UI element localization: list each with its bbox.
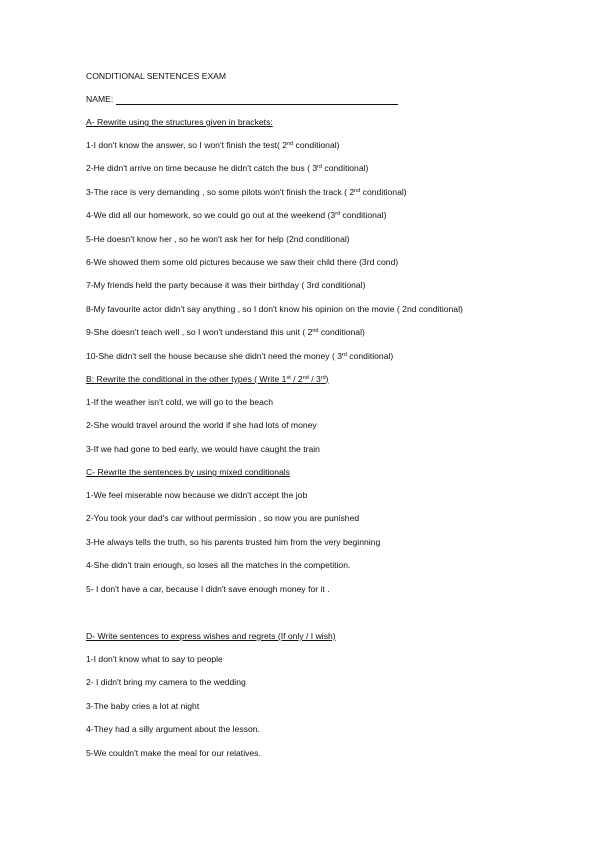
section-a-item-1: 1-I don't know the answer, so I won't finish the test( 2nd conditional) — [86, 140, 340, 150]
section-d-item-4: 4-They had a silly argument about the lesson. — [86, 724, 260, 735]
section-c-item-2: 2-You took your dad's car without permission , so now you are punished — [86, 513, 360, 524]
section-c-item-3: 3-He always tells the truth, so his parents trusted him from the very beginning — [86, 536, 381, 547]
section-d-heading: D- Write sentences to express wishes and regrets (If only / I wish) — [86, 631, 336, 642]
section-b-heading: B: Rewrite the conditional in the other types ( Write 1st / 2nd / 3rd) — [86, 373, 329, 384]
section-spacer — [86, 607, 586, 631]
section-a-item-3: 3-The race is very demanding , so some pilots won't finish the track ( 2nd conditional) — [86, 186, 407, 197]
section-a-heading: A- Rewrite using the structures given in brackets: — [86, 117, 273, 127]
section-c-item-5: 5- I don't have a car, because I didn't save enough money for it . — [86, 583, 330, 594]
section-a-item-2: 2-He didn't arrive on time because he didn't catch the bus ( 3rd conditional) — [86, 163, 369, 174]
section-d-item-5: 5-We couldn't make the meal for our relatives. — [86, 747, 261, 758]
section-a-item-10: 10-She didn't sell the house because she didn't need the money ( 3rd conditional) — [86, 350, 394, 361]
name-row — [86, 94, 586, 105]
name-label: NAME: — [86, 94, 114, 104]
section-d-item-1: 1-I don't know what to say to people — [86, 654, 223, 665]
section-a-item-5: 5-He doesn't know her , so he won't ask her for help (2nd conditional) — [86, 233, 350, 244]
section-a-item-4: 4-We did all our homework, so we could go out at the weekend (3rd conditional) — [86, 210, 387, 221]
exam-document — [86, 71, 586, 771]
section-b-item-2: 2-She would travel around the world if she had lots of money — [86, 420, 317, 431]
section-d-item-2: 2- I didn't bring my camera to the wedding — [86, 677, 246, 688]
section-c-heading: C- Rewrite the sentences by using mixed conditionals — [86, 467, 290, 478]
section-c-item-1: 1-We feel miserable now because we didn't accept the job — [86, 490, 308, 501]
section-b-item-3: 3-If we had gone to bed early, we would have caught the train — [86, 443, 320, 454]
section-a-item-8: 8-My favourite actor didn't say anything , so I don't know his opinion on the movie ( 2nd conditional) — [86, 303, 463, 314]
section-b-list — [86, 397, 586, 455]
section-a-item-7: 7-My friends held the party because it was their birthday ( 3rd conditional) — [86, 280, 366, 291]
section-b-item-1: 1-If the weather isn't cold, we will go to the beach — [86, 396, 273, 407]
name-blank-line[interactable] — [116, 95, 398, 105]
section-d-list — [86, 654, 586, 759]
section-c-item-4: 4-She didn't train enough, so loses all the matches in the competition. — [86, 560, 351, 571]
section-d-item-3: 3-The baby cries a lot at night — [86, 700, 200, 711]
section-a-item-6: 6-We showed them some old pictures because we saw their child there (3rd cond) — [86, 256, 399, 267]
section-c-list — [86, 490, 586, 595]
exam-title: CONDITIONAL SENTENCES EXAM — [86, 71, 227, 81]
section-a-list — [86, 140, 586, 362]
section-a-item-9: 9-She doesn't teach well , so I won't understand this unit ( 2nd conditional) — [86, 327, 365, 338]
